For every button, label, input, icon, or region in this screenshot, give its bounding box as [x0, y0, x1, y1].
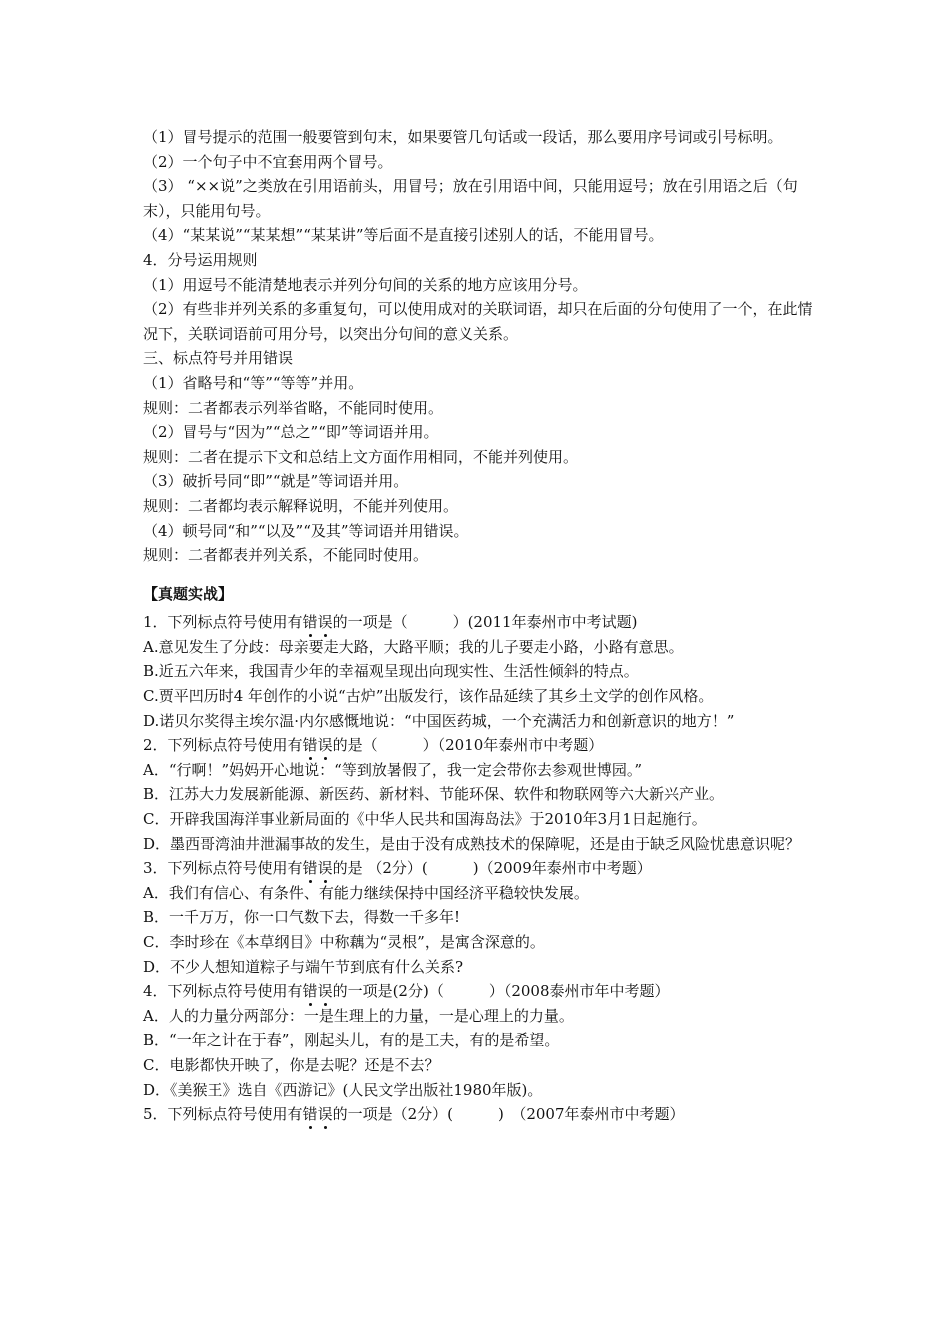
- rule-line: 规则：二者都表示列举省略，不能同时使用。: [143, 398, 444, 417]
- question-stem-tail: 的是 （2分）( )（2009年泰州市中考题）: [332, 859, 652, 878]
- question-stem-tail: 的一项是（ ）(2011年泰州市中考试题): [332, 613, 638, 632]
- question-5: [143, 1102, 813, 1127]
- section-subtitle: 4．分号运用规则: [143, 250, 258, 269]
- rule-line: （4）顿号同“和”“以及”“及其”等词语并用错误。: [143, 521, 469, 540]
- question-stem-tail: 的一项是（2分）( ) （2007年泰州市中考题）: [332, 1105, 685, 1124]
- rule-line: （1）省略号和“等”“等等”并用。: [143, 373, 364, 392]
- option-c: C．李时珍在《本草纲目》中称藕为“灵根”，是寓含深意的。: [143, 933, 545, 951]
- option-d: D．《美猴王》选自《西游记》(人民文学出版社1980年版)。: [143, 1080, 543, 1099]
- emphasis-char: 误: [318, 733, 333, 758]
- rule-line: （3） “××说”之类放在引用语前头，用冒号；放在引用语中间，只能用逗号；放在引用语之后（句末），只能用句号。: [143, 177, 798, 220]
- emphasis-char: 错: [303, 733, 318, 758]
- emphasis-char: 误: [318, 856, 333, 881]
- option-b: B．一千万万，你一口气数下去，得数一千多年!: [143, 908, 461, 927]
- option-d: D．墨西哥湾油井泄漏事故的发生，是由于没有成熟技术的保障呢，还是由于缺乏风险忧患意识呢？: [143, 834, 801, 853]
- option-a: A．我们有信心、有条件、有能力继续保持中国经济平稳较快发展。: [143, 883, 589, 902]
- question-stem-tail: 的一项是(2分)（ ）（2008泰州市年中考题）: [332, 982, 670, 1001]
- question-stem: 2．下列标点符号使用有: [143, 736, 303, 755]
- rule-line: 规则：二者在提示下文和总结上文方面作用相同，不能并列使用。: [143, 447, 579, 466]
- section-subtitle: 三、标点符号并用错误: [143, 349, 294, 368]
- question-stem-tail: 的是（ ）（2010年泰州市中考题）: [332, 736, 604, 755]
- option-d: D.诺贝尔奖得主埃尔温·内尔感慨地说：“中国医药城，一个充满活力和创新意识的地方！”: [143, 711, 735, 730]
- rule-line: （2）冒号与“因为”“总之”“即”等词语并用。: [143, 423, 439, 442]
- question-stem: 1．下列标点符号使用有: [143, 613, 303, 632]
- option-b: B．江苏大力发展新能源、新医药、新材料、节能环保、软件和物联网等六大新兴产业。: [143, 785, 725, 804]
- emphasis-char: 误: [318, 1102, 333, 1127]
- option-c: C．开辟我国海洋事业新局面的《中华人民共和国海岛法》于2010年3月1日起施行。: [143, 810, 707, 829]
- question-stem: 4．下列标点符号使用有: [143, 982, 303, 1001]
- emphasis-char: 错: [303, 856, 318, 881]
- option-a: A．人的力量分两部分：一是生理上的力量，一是心理上的力量。: [143, 1006, 574, 1025]
- emphasis-char: 误: [318, 610, 333, 635]
- option-d: D．不少人想知道粽子与端午节到底有什么关系?: [143, 957, 464, 976]
- option-c: C.贾平凹历时4 年创作的小说“古炉”出版发行，该作品延续了其乡土文学的创作风格。: [143, 687, 714, 706]
- question-1: [143, 610, 813, 635]
- rule-line: 规则：二者都表并列关系，不能同时使用。: [143, 546, 429, 565]
- rule-line: （3）破折号同“即”“就是”等词语并用。: [143, 472, 409, 491]
- question-3: [143, 856, 813, 881]
- option-b: B．“一年之计在于春”，刚起头儿，有的是工夫，有的是希望。: [143, 1031, 560, 1050]
- rule-line: （1）冒号提示的范围一般要管到句末，如果要管几句话或一段话，那么要用序号词或引号标明。: [143, 128, 783, 146]
- rule-line: （1）用逗号不能清楚地表示并列分句间的关系的地方应该用分号。: [143, 275, 588, 294]
- question-stem: 3．下列标点符号使用有: [143, 859, 303, 878]
- emphasis-char: 错: [303, 610, 318, 635]
- rule-line: 规则：二者都均表示解释说明，不能并列使用。: [143, 496, 459, 515]
- option-a: A.意见发生了分歧：母亲要走大路，大路平顺；我的儿子要走小路，小路有意思。: [143, 637, 684, 656]
- question-2: [143, 733, 813, 758]
- rule-line: （2）一个句子中不宜套用两个冒号。: [143, 152, 393, 171]
- emphasis-char: 错: [303, 979, 318, 1004]
- question-stem: 5．下列标点符号使用有: [143, 1105, 303, 1124]
- rule-line: （4）“某某说”“某某想”“某某讲”等后面不是直接引述别人的话，不能用冒号。: [143, 226, 664, 245]
- document-body: [143, 125, 813, 1127]
- question-4: [143, 979, 813, 1004]
- section-title: 【真题实战】: [143, 584, 234, 603]
- rule-line: （2）有些非并列关系的多重复句，可以使用成对的关联词语，却只在后面的分句使用了一个，在此情况下，关联词语前可用分号，以突出分句间的意义关系。: [143, 300, 813, 343]
- option-b: B.近五六年来，我国青少年的幸福观呈现出向现实性、生活性倾斜的特点。: [143, 662, 639, 681]
- emphasis-char: 误: [318, 979, 333, 1004]
- option-c: C．电影都快开映了，你是去呢？还是不去？: [143, 1055, 440, 1074]
- option-a: A．“行啊！”妈妈开心地说：“等到放暑假了，我一定会带你去参观世博园。”: [143, 760, 643, 779]
- emphasis-char: 错: [303, 1102, 318, 1127]
